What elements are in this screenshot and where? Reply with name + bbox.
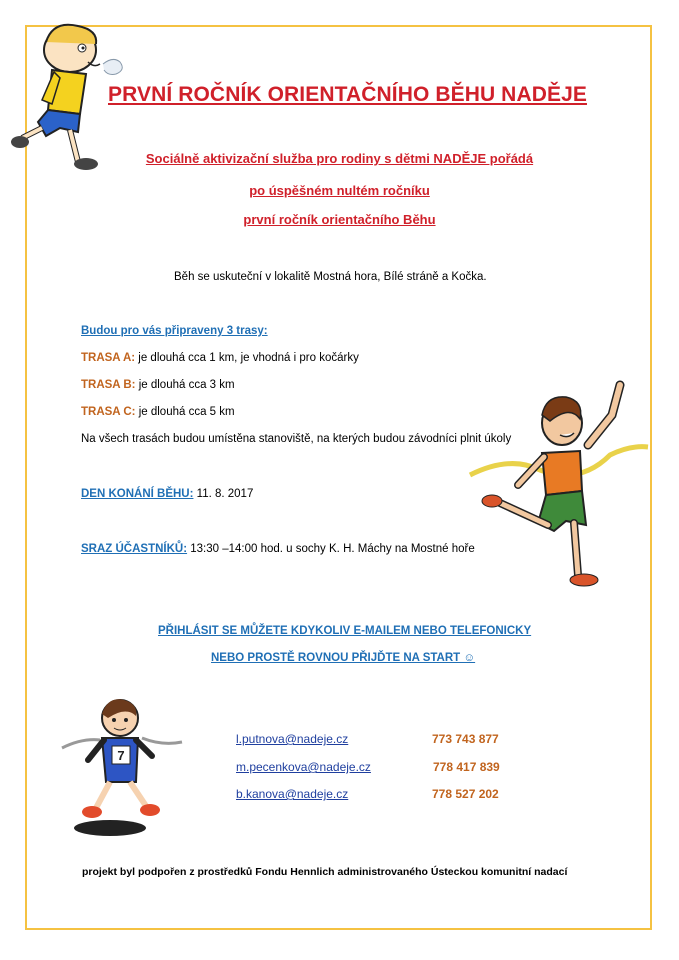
contact-row-1 <box>236 732 348 746</box>
contact-row-2 <box>236 760 371 774</box>
route-c-label: TRASA C: <box>81 406 136 418</box>
signup-line-2: NEBO PROSTĚ ROVNOU PŘIJĎTE NA START ☺ <box>211 652 476 664</box>
contact-phone-2[interactable]: 778 417 839 <box>433 760 500 774</box>
route-b-label: TRASA B: <box>81 379 136 391</box>
bib-number: 7 <box>117 748 125 763</box>
route-a-label: TRASA A: <box>81 352 136 364</box>
meeting-info <box>81 543 475 555</box>
route-a-text: je dlouhá cca 1 km, je vhodná i pro kočárky <box>135 352 359 364</box>
runner-boy-finish-illustration <box>470 375 650 590</box>
meeting-value: 13:30 –14:00 hod. u sochy K. H. Máchy na Mostné hoře <box>187 543 475 555</box>
runner-child-illustration <box>62 690 187 840</box>
route-b-text: je dlouhá cca 3 km <box>135 379 235 391</box>
stations-note: Na všech trasách budou umístěna stanoviště, na kterých budou závodníci plnit úkoly <box>81 433 512 445</box>
contact-phone-1[interactable]: 773 743 877 <box>432 732 499 746</box>
route-c <box>81 406 235 418</box>
contact-email-1[interactable]: l.putnova@nadeje.cz <box>236 732 349 746</box>
contact-email-3[interactable]: b.kanova@nadeje.cz <box>236 787 349 801</box>
subtitle-line-3: první ročník orientačního Běhu <box>243 212 436 227</box>
subtitle-line-2: po úspěšném nultém ročníku <box>249 183 430 198</box>
race-date-value: 11. 8. 2017 <box>193 488 254 500</box>
race-date <box>81 488 253 500</box>
footer-support-note: projekt byl podpořen z prostředků Fondu Hennlich administrovaného Ústeckou komunitní nadací <box>82 866 568 878</box>
route-c-text: je dlouhá cca 5 km <box>135 406 235 418</box>
contact-email-2[interactable]: m.pecenkova@nadeje.cz <box>236 760 371 774</box>
routes-heading: Budou pro vás připraveny 3 trasy: <box>81 325 268 337</box>
signup-line-1: PŘIHLÁSIT SE MŮŽETE KDYKOLIV E-MAILEM NEBO TELEFONICKY <box>158 625 532 637</box>
meeting-label: SRAZ ÚČASTNÍKŮ: <box>81 543 188 555</box>
route-b <box>81 379 235 391</box>
route-a <box>81 352 359 364</box>
contact-phone-3[interactable]: 778 527 202 <box>432 787 499 801</box>
race-date-label: DEN KONÁNÍ BĚHU: <box>81 488 194 500</box>
contact-row-3 <box>236 787 348 801</box>
page-title: PRVNÍ ROČNÍK ORIENTAČNÍHO BĚHU NADĚJE <box>108 83 587 106</box>
location-text: Běh se uskuteční v lokalitě Mostná hora, Bílé stráně a Kočka. <box>174 271 487 283</box>
subtitle-line-1: Sociálně aktivizační služba pro rodiny s dětmi NADĚJE pořádá <box>145 151 534 166</box>
